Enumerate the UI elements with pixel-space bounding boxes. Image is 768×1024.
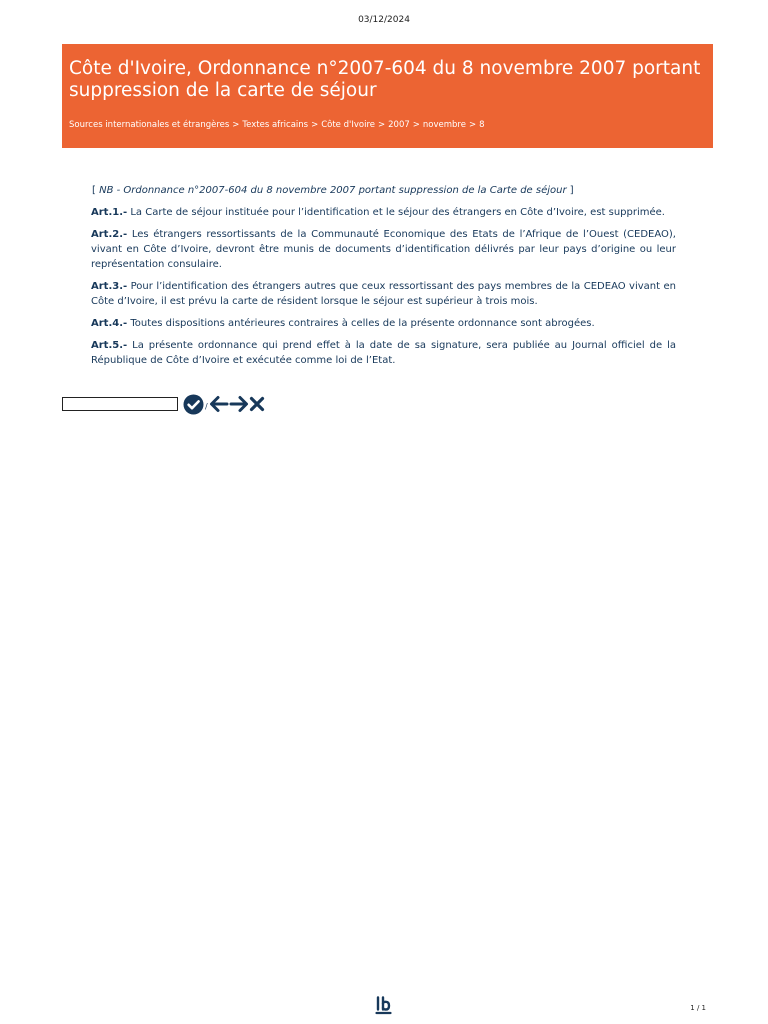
close-icon[interactable] — [249, 396, 265, 412]
arrow-right-icon[interactable] — [229, 395, 249, 413]
article-text: Les étrangers ressortissants de la Communauté Economique des Etats de l’Afrique de l’Ouest (CEDEAO), vivant en Côte d’Ivoire, devront être munis de documents d’identification délivrés par leur pays d’origine ou leur représentation consulaire. — [91, 229, 676, 270]
arrow-left-icon[interactable] — [209, 395, 229, 413]
breadcrumb-item-cote-divoire[interactable]: Côte d'Ivoire — [321, 120, 375, 130]
document-body — [91, 183, 676, 375]
lb-logo-icon — [372, 994, 396, 1018]
article-5 — [91, 338, 676, 368]
nb-open-bracket: [ — [92, 185, 96, 196]
nb-text: NB - Ordonnance n°2007-604 du 8 novembre 2007 portant suppression de la Carte de séjour — [99, 185, 567, 196]
search-controls — [62, 393, 265, 415]
breadcrumb-separator: > — [378, 120, 386, 130]
page-number: 1 / 1 — [690, 1004, 706, 1012]
article-text: Pour l’identification des étrangers autres que ceux ressortissant des pays membres de la CEDEAO vivant en Côte d’Ivoire, il est prévu la carte de résident lorsque le séjour est supérieur à trois mois. — [91, 281, 676, 307]
breadcrumb-item-sources[interactable]: Sources internationales et étrangères — [69, 120, 230, 130]
article-label: Art.3.- — [91, 281, 128, 292]
article-text: La Carte de séjour instituée pour l’identification et le séjour des étrangers en Côte d’Ivoire, est supprimée. — [130, 207, 665, 218]
article-text: Toutes dispositions antérieures contraires à celles de la présente ordonnance sont abrogées. — [130, 318, 595, 329]
article-label: Art.2.- — [91, 229, 128, 240]
print-date: 03/12/2024 — [358, 15, 410, 25]
search-input[interactable] — [62, 397, 178, 411]
article-label: Art.5.- — [91, 340, 128, 351]
breadcrumb-item-textes-africains[interactable]: Textes africains — [242, 120, 309, 130]
breadcrumb-separator: > — [412, 120, 420, 130]
controls-separator: / — [205, 401, 208, 411]
breadcrumb-item-day[interactable]: 8 — [479, 120, 485, 130]
article-1 — [91, 205, 676, 220]
title-banner — [62, 44, 713, 148]
page-title: Côte d'Ivoire, Ordonnance n°2007-604 du 8 novembre 2007 portant suppression de la carte de séjour — [69, 58, 701, 101]
article-4 — [91, 316, 676, 331]
article-text: La présente ordonnance qui prend effet à la date de sa signature, sera publiée au Journal officiel de la République de Côte d’Ivoire et exécutée comme loi de l’Etat. — [91, 340, 676, 366]
check-circle-icon[interactable] — [183, 394, 204, 415]
article-label: Art.1.- — [91, 207, 128, 218]
article-3 — [91, 279, 676, 309]
breadcrumb-item-month[interactable]: novembre — [422, 120, 466, 130]
nb-close-bracket: ] — [569, 185, 574, 196]
breadcrumb-separator: > — [311, 120, 319, 130]
breadcrumb-separator: > — [468, 120, 477, 130]
breadcrumb — [69, 119, 705, 131]
nb-note — [91, 183, 676, 198]
article-2 — [91, 227, 676, 272]
article-label: Art.4.- — [91, 318, 128, 329]
breadcrumb-separator: > — [232, 120, 240, 130]
breadcrumb-item-year[interactable]: 2007 — [388, 120, 410, 130]
